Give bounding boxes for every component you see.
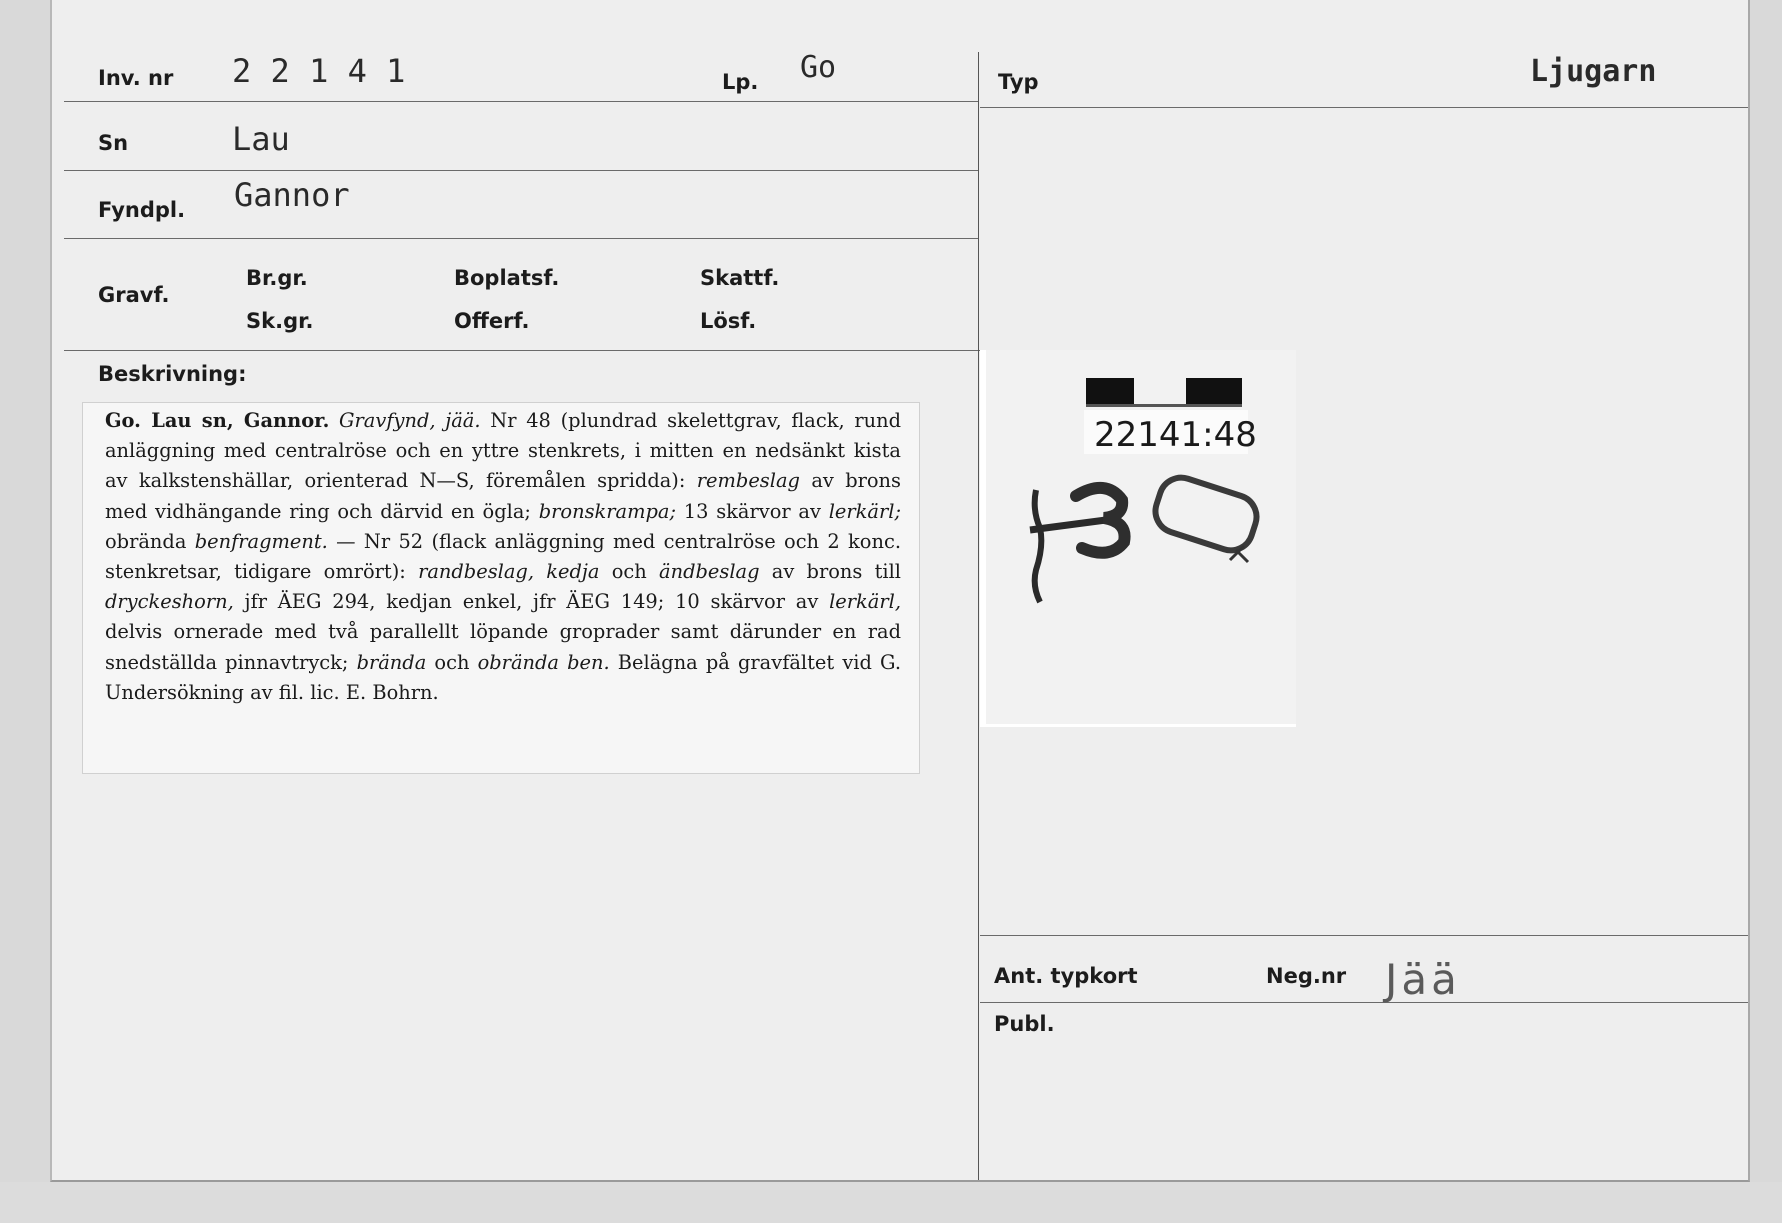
description-run: 13 skärvor av [676,499,829,523]
scale-bar-block-left [1086,378,1134,404]
scale-bar-block-right [1186,378,1242,404]
typ-value: Ljugarn [1530,54,1657,89]
background-strip [0,1182,1782,1223]
description-run: Gravfynd, jää. [339,409,481,432]
description-run: dryckeshorn, [105,590,234,614]
artifact-photo-drawing [986,350,1296,724]
description-run: obrända [105,529,195,553]
offerf-label: Offerf. [454,309,530,333]
description-run: Go. Lau sn, Gannor. [105,409,330,432]
description-run: av brons till [759,560,901,584]
gravf-label: Gravf. [98,283,170,307]
description-run: ändbeslag [659,560,760,584]
beskrivning-label: Beskrivning: [98,362,247,386]
boplatsf-label: Boplatsf. [454,266,560,290]
description-clipping [82,402,920,774]
row-line-1 [64,101,978,102]
description-run: — Nr 52 (flack anläggning med centralröse och 2 konc. stenkretsar, tidigare omrört): [105,529,901,584]
row-line-ant [980,935,1748,936]
artifact-photo [980,350,1296,727]
sn-value: Lau [232,120,290,158]
negnr-label: Neg.nr [1266,964,1347,988]
row-line-publ [980,1002,1748,1003]
lp-value: Go [800,50,837,85]
typ-label: Typ [998,70,1039,94]
fyndpl-label: Fyndpl. [98,198,186,222]
publ-label: Publ. [994,1012,1055,1036]
skgr-label: Sk.gr. [246,309,314,333]
inv-nr-value: 2 2 1 4 1 [232,52,406,90]
row-line-2 [64,170,978,171]
fyndpl-value: Gannor [234,176,350,214]
description-run [329,409,339,432]
inv-nr-label: Inv. nr [98,66,174,90]
row-line-typ [980,107,1748,108]
negnr-stamp: Jää [1385,955,1461,1004]
description-run: av brons med vidhängande ring och därvid en ögla; [105,469,902,523]
brgr-label: Br.gr. [246,266,308,290]
photo-label: 22141:48 [1094,415,1257,455]
description-run: och [426,650,478,674]
description-run: lerkärl, [829,590,901,614]
description-run: delvis ornerade med två parallellt löpande groprader samt därunder en rad snedställda pinnavtryck; [105,620,901,674]
description-run: och [599,560,660,584]
column-divider [978,52,979,1180]
description-run: Nr 48 (plundrad skelettgrav, flack, rund anläggning med centralröse och en yttre stenkrets, i mitten en nedsänkt kista av kalkstenshällar, orienterad N—S, föremålen spridda): [105,409,901,493]
description-run: randbeslag, kedja [418,560,600,584]
description-run: jfr ÄEG 294, kedjan enkel, jfr ÄEG 149; 10 skärvor av [233,590,830,614]
description-run: lerkärl; [828,499,901,523]
row-line-3 [64,238,978,239]
scale-bar-line [1086,404,1242,407]
skattf-label: Skattf. [700,266,780,290]
description-run: bronskrampa; [538,499,676,523]
lp-label: Lp. [722,70,759,94]
description-run: obrända ben. [477,650,610,674]
losf-label: Lösf. [700,309,757,333]
ant-typkort-label: Ant. typkort [994,964,1138,988]
description-run: rembeslag [696,469,800,493]
description-run: benfragment. [194,529,328,553]
description-run: brända [356,650,427,674]
description-run: Belägna på gravfältet vid G. Undersökning av fil. lic. E. Bohrn. [105,650,901,704]
sn-label: Sn [98,131,129,155]
